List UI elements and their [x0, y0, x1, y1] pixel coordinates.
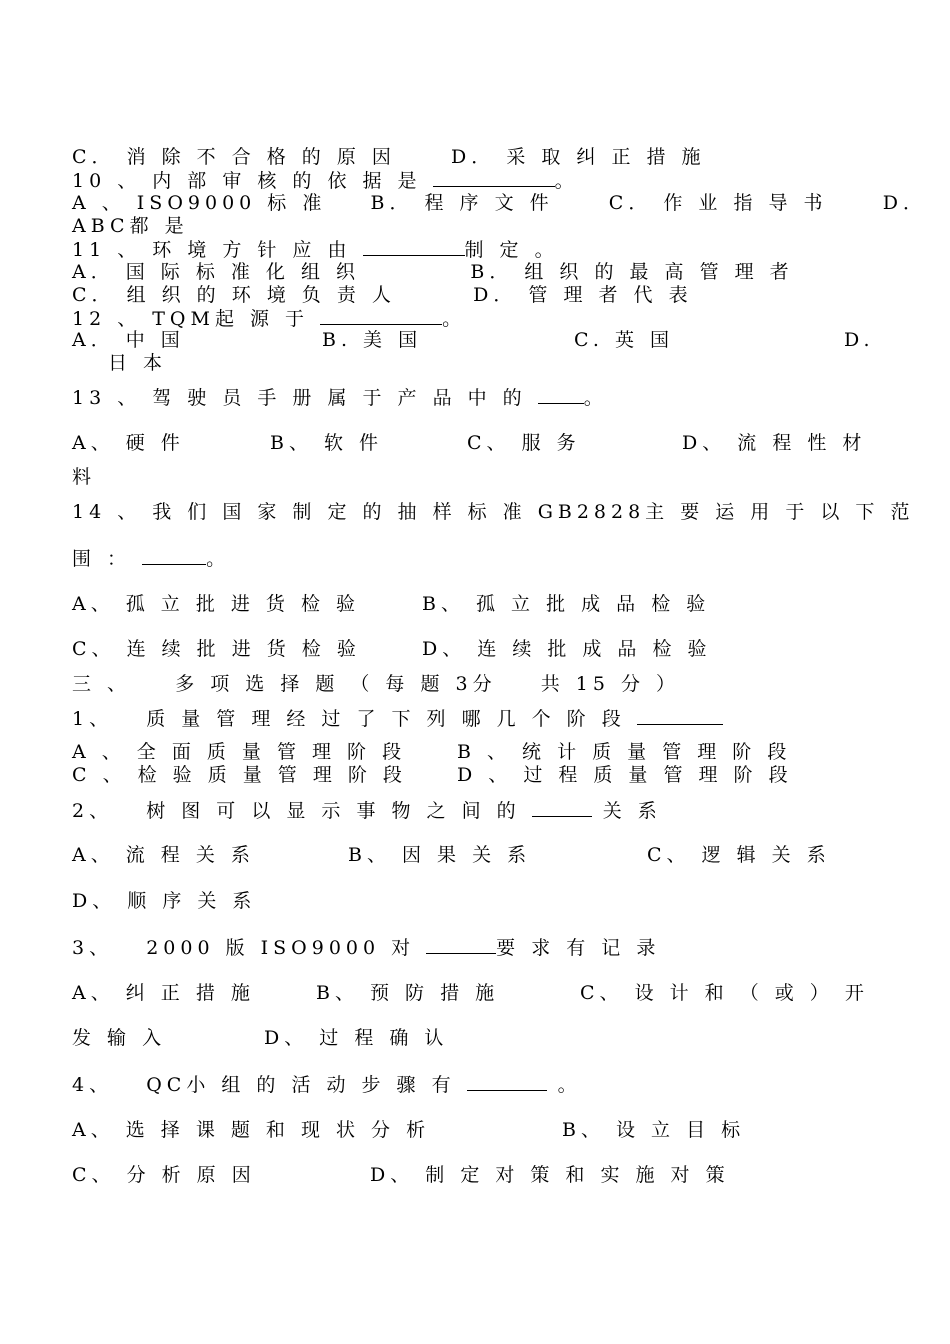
q10-blank [433, 169, 555, 187]
mq2-option-b: B、 因 果 关 系 [348, 844, 532, 866]
mq2-text: 2、 树 图 可 以 显 示 事 物 之 间 的 [72, 800, 532, 822]
q12-text: 12 、 TQM起 源 于 [72, 308, 321, 330]
q9-options-cd: C． 消 除 不 合 格 的 原 因 D． 采 取 纠 正 措 施 [72, 146, 706, 168]
question-13 [72, 386, 882, 409]
mq4-end: 。 [546, 1074, 582, 1096]
q11-end: 制 定 。 [464, 239, 559, 261]
mq4-blank [467, 1073, 547, 1091]
mq-2 [72, 799, 882, 822]
question-12 [72, 307, 882, 330]
question-10 [72, 169, 882, 192]
mq3-option-c-cont: 发 输 入 [72, 1027, 167, 1049]
q12-end: 。 [442, 308, 467, 330]
question-14-cont [72, 547, 882, 570]
q14-option-b: B、 孤 立 批 成 品 检 验 [422, 593, 711, 615]
q13-option-c: C、 服 务 [467, 432, 581, 454]
q11-options-cd: C． 组 织 的 环 境 负 责 人 D． 管 理 者 代 表 [72, 284, 693, 306]
q14-end: 。 [206, 548, 231, 570]
mq3-option-b: B、 预 防 措 施 [316, 982, 500, 1004]
mq1-option-c: C 、 检 验 质 量 管 理 阶 段 [72, 764, 407, 786]
mq1-option-b: B 、 统 计 质 量 管 理 阶 段 [457, 741, 792, 763]
mq1-text: 1、 质 量 管 理 经 过 了 下 列 哪 几 个 阶 段 [72, 708, 637, 730]
q12-blank [320, 307, 442, 325]
q13-option-a: A、 硬 件 [72, 432, 185, 454]
q12-option-b: B. 美 国 [322, 329, 423, 351]
mq1-option-a: A 、 全 面 质 量 管 理 阶 段 [72, 741, 407, 763]
q10-options: A 、 ISO9000 标 准 B． 程 序 文 件 C． 作 业 指 导 书 D． [72, 192, 927, 214]
q14-text: 围 ： [72, 548, 143, 570]
mq4-option-c: C、 分 析 原 因 [72, 1164, 256, 1186]
q10-end: 。 [554, 170, 579, 192]
section-3-heading: 三 、 多 项 选 择 题 （ 每 题 3分 共 15 分 ） [72, 673, 681, 695]
mq-4 [72, 1073, 882, 1096]
mq3-option-a: A、 纠 正 措 施 [72, 982, 255, 1004]
q14-blank [142, 547, 206, 565]
mq-3 [72, 936, 882, 959]
mq3-option-c: C、 设 计 和 （ 或 ） 开 [580, 982, 869, 1004]
q14-option-d: D、 连 续 批 成 品 检 验 [422, 638, 712, 660]
mq4-option-a: A、 选 择 课 题 和 现 状 分 析 [72, 1119, 431, 1141]
mq3-option-d: D、 过 程 确 认 [264, 1027, 449, 1049]
q12-option-d-text: 日 本 [108, 352, 168, 374]
mq2-blank [532, 799, 592, 817]
mq2-option-c: C、 逻 辑 关 系 [647, 844, 831, 866]
mq3-blank [426, 936, 496, 954]
mq4-option-d: D、 制 定 对 策 和 实 施 对 策 [370, 1164, 730, 1186]
mq4-option-b: B、 设 立 目 标 [562, 1119, 746, 1141]
q11-blank [363, 238, 465, 256]
q10-option-d: ABC都 是 [72, 215, 189, 237]
q12-option-a: A． 中 国 [72, 329, 185, 351]
mq1-blank [637, 707, 723, 725]
mq2-end: 关 系 [591, 800, 662, 822]
mq-1 [72, 707, 882, 730]
q14-option-c: C、 连 续 批 进 货 检 验 [72, 638, 361, 660]
q13-end: 。 [583, 387, 608, 409]
question-14: 14 、 我 们 国 家 制 定 的 抽 样 标 准 GB2828主 要 运 用 于 以 下 范 [72, 501, 915, 523]
mq4-text: 4、 QC小 组 的 活 动 步 骤 有 [72, 1074, 467, 1096]
mq3-end: 要 求 有 记 录 [496, 937, 661, 959]
q11-text: 11 、 环 境 方 针 应 由 [72, 239, 363, 261]
q13-option-d: D、 流 程 性 材 [682, 432, 867, 454]
q14-option-a: A、 孤 立 批 进 货 检 验 [72, 593, 360, 615]
mq2-option-a: A、 流 程 关 系 [72, 844, 255, 866]
q13-option-d-cont: 料 [72, 466, 97, 488]
mq1-option-d: D 、 过 程 质 量 管 理 阶 段 [457, 764, 793, 786]
q13-blank [538, 386, 584, 404]
q13-text: 13 、 驾 驶 员 手 册 属 于 产 品 中 的 [72, 387, 538, 409]
q13-option-b: B、 软 件 [270, 432, 384, 454]
q11-options-ab: A． 国 际 标 准 化 组 织 B． 组 织 的 最 高 管 理 者 [72, 261, 794, 283]
question-11 [72, 238, 882, 261]
mq2-option-d: D、 顺 序 关 系 [72, 890, 257, 912]
q12-option-c: C. 英 国 [574, 329, 674, 351]
q12-option-d: D. [844, 329, 875, 351]
q10-text: 10 、 内 部 审 核 的 依 据 是 [72, 170, 433, 192]
mq3-text: 3、 2000 版 ISO9000 对 [72, 937, 427, 959]
